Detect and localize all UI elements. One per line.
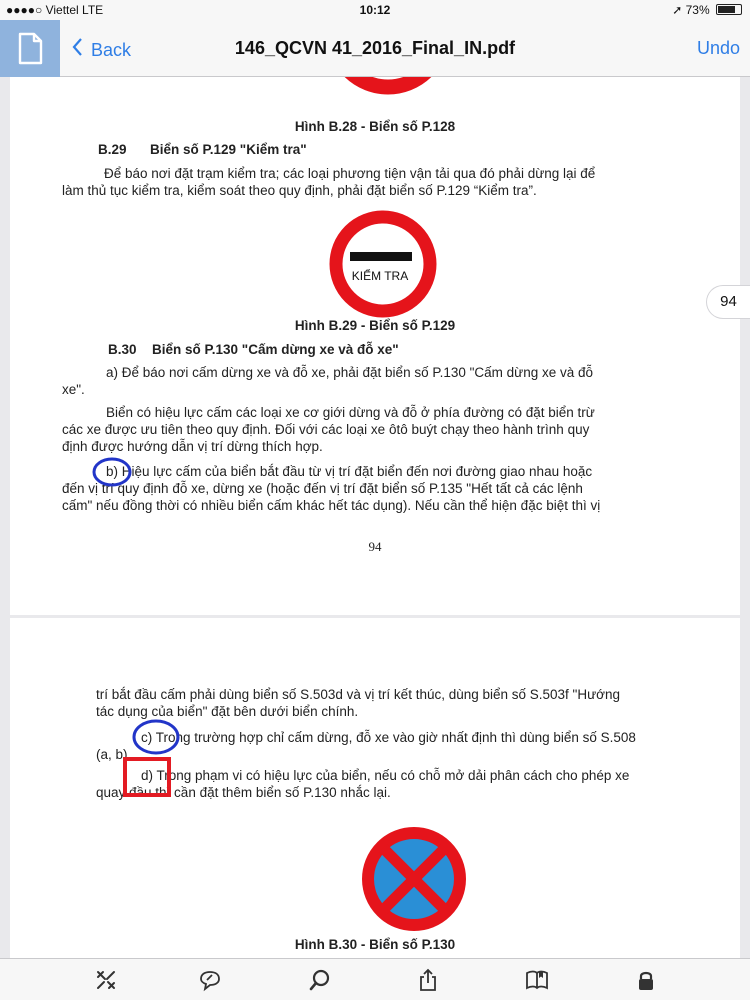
b29-text-line2: làm thủ tục kiểm tra, kiểm soát theo quy định, phải đặt biển số P.129 “Kiểm tra”. xyxy=(62,183,537,198)
sign-p128-image xyxy=(328,77,448,112)
bottom-toolbar xyxy=(0,958,750,1000)
annotation-box-d[interactable] xyxy=(123,757,171,797)
pdf-page-95 xyxy=(10,618,740,958)
b29-text-line1: Để báo nơi đặt trạm kiểm tra; các loại phương tiện vận tải qua đó phải dừng lại để xyxy=(104,166,596,181)
item-c-line1: c) Trong trường hợp chỉ cấm dừng, đỗ xe vào giờ nhất định thì dùng biển số S.508 xyxy=(141,730,636,745)
battery-status xyxy=(672,3,742,17)
clock: 10:12 xyxy=(359,3,391,17)
annotation-ellipse-c[interactable] xyxy=(130,717,182,757)
annotation-ellipse-b[interactable] xyxy=(90,455,134,489)
page-indicator[interactable]: 94 xyxy=(706,285,750,319)
back-label: Back xyxy=(91,40,132,60)
battery-percent: 73% xyxy=(685,3,710,17)
carrier-signal: ●●●●○ Viettel LTE xyxy=(6,3,104,17)
item-a-line2: xe". xyxy=(62,382,85,397)
item-b-line2: đến vị trí quy định đỗ xe, dừng xe (hoặc đến vị trí đặt biển số P.135 "Hết tất cả các lệnh xyxy=(62,481,583,496)
location-icon: ➚ xyxy=(672,3,683,17)
document-title: 146_QCVN 41_2016_Final_IN.pdf xyxy=(234,38,516,58)
item-b-line1: b) Hiệu lực cấm của biển bắt đầu từ vị trí đặt biển đến nơi đường giao nhau hoặc xyxy=(106,464,593,479)
heading-b30-title: Biển số P.130 "Cấm dừng xe và đỗ xe" xyxy=(152,342,399,357)
item-a-line1: a) Để báo nơi cấm dừng xe và đỗ xe, phải đặt biển số P.130 "Cấm dừng xe và đỗ xyxy=(106,365,594,380)
heading-b30-number: B.30 xyxy=(108,342,137,357)
navigation-bar xyxy=(0,20,750,77)
heading-b29-number: B.29 xyxy=(98,142,127,157)
comment-icon[interactable] xyxy=(198,968,222,992)
undo-button[interactable]: Undo xyxy=(696,38,740,58)
continued-line1: trí bắt đầu cấm phải dùng biển số S.503d và vị trí kết thúc, dùng biển số S.503f "Hướng xyxy=(96,687,621,702)
share-icon[interactable] xyxy=(416,968,440,992)
effect-line1: Biển có hiệu lực cấm các loại xe cơ giới dừng và đỗ ở phía đường có đặt biển trừ xyxy=(106,405,595,420)
lock-icon[interactable] xyxy=(634,968,658,992)
page-number: 94 xyxy=(368,539,382,554)
battery-icon xyxy=(716,4,742,15)
heading-b29-title: Biển số P.129 "Kiểm tra" xyxy=(150,142,307,157)
tools-icon[interactable] xyxy=(94,968,118,992)
item-d-line2: quay đầu thì cần đặt thêm biển số P.130 nhắc lại. xyxy=(96,785,391,800)
status-bar xyxy=(0,0,750,20)
effect-line3: định được hướng dẫn vị trí dừng thích hợp. xyxy=(62,439,323,454)
caption-b28: Hình B.28 - Biển số P.128 xyxy=(294,119,456,134)
caption-b29: Hình B.29 - Biển số P.129 xyxy=(294,318,456,333)
item-c-line2: (a, b). xyxy=(96,747,132,762)
bookmarks-icon[interactable] xyxy=(525,968,549,992)
effect-line2: các xe được ưu tiên theo quy định. Đối với các loại xe ôtô buýt chạy theo hành trình quy xyxy=(62,422,590,437)
pdf-page-94 xyxy=(10,77,740,615)
continued-line2: tác dụng của biển" đặt bên dưới biển chính. xyxy=(96,704,359,719)
item-d-line1: d) Trong phạm vi có hiệu lực của biển, nếu có chỗ mở dải phân cách cho phép xe xyxy=(141,768,630,783)
caption-b30: Hình B.30 - Biển số P.130 xyxy=(294,937,456,952)
sign-p129-image xyxy=(328,209,438,319)
sign-text: KIỂM TRA xyxy=(351,269,409,283)
sign-p130-image xyxy=(361,826,467,932)
search-icon[interactable] xyxy=(308,968,332,992)
item-b-line3: cấm" nếu đồng thời có nhiều biển cấm khác hết tác dụng). Nếu cần thể hiện đặc biệt thì vị xyxy=(62,498,601,513)
